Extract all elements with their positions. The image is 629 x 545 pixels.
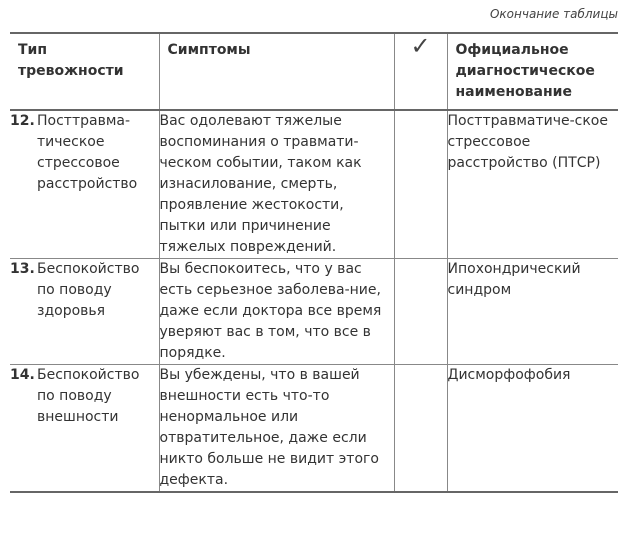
cell-check[interactable] [394, 259, 447, 365]
symptoms-text: Вы беспокоитесь, что у вас есть серьезное заболева-ние, даже если доктора все время уверяют вас в том, что все в порядке. [159, 261, 382, 361]
diagnosis-text: Ипохондрический синдром [447, 261, 581, 298]
header-symptoms [159, 33, 394, 110]
table-row [10, 365, 618, 493]
table-row [10, 259, 618, 365]
anxiety-type: Беспокойство по поводу внешности [37, 367, 140, 425]
header-symptoms-label: Симптомы [167, 42, 251, 58]
table-row [10, 110, 618, 259]
row-number: 12. [10, 113, 35, 129]
cell-type [10, 110, 159, 259]
anxiety-table [10, 32, 618, 493]
cell-symptoms [159, 259, 394, 365]
table-caption: Окончание таблицы [489, 7, 618, 21]
header-diagnosis [447, 33, 618, 110]
cell-diagnosis [447, 259, 618, 365]
row-number: 13. [10, 261, 35, 277]
cell-symptoms [159, 110, 394, 259]
cell-diagnosis [447, 110, 618, 259]
cell-check[interactable] [394, 365, 447, 493]
diagnosis-text: Дисморфофобия [447, 367, 571, 383]
header-type-label: Тип тревожности [18, 42, 124, 79]
cell-diagnosis [447, 365, 618, 493]
table-header-row [10, 33, 618, 110]
anxiety-type: Беспокойство по поводу здоровья [37, 261, 140, 319]
row-number: 14. [10, 367, 35, 383]
symptoms-text: Вы убеждены, что в вашей внешности есть что-то ненормальное или отвратительное, даже если никто больше не видит этого дефекта. [159, 367, 379, 488]
header-check [394, 33, 447, 110]
cell-check[interactable] [394, 110, 447, 259]
diagnosis-text: Посттравматиче-ское стрессовое расстройство (ПТСР) [447, 113, 608, 171]
cell-type [10, 259, 159, 365]
checkmark-icon: ✓ [410, 32, 431, 60]
cell-type [10, 365, 159, 493]
symptoms-text: Вас одолевают тяжелые воспоминания о травмати-ческом событии, таком как изнасилование, смерть, проявление жестокости, пытки или причинение тяжелых повреждений. [159, 113, 362, 255]
anxiety-type: Посттравма-тическое стрессовое расстройство [37, 113, 138, 192]
cell-symptoms [159, 365, 394, 493]
header-type [10, 33, 159, 110]
header-diagnosis-label: Официальное диагностическое наименование [455, 42, 595, 100]
